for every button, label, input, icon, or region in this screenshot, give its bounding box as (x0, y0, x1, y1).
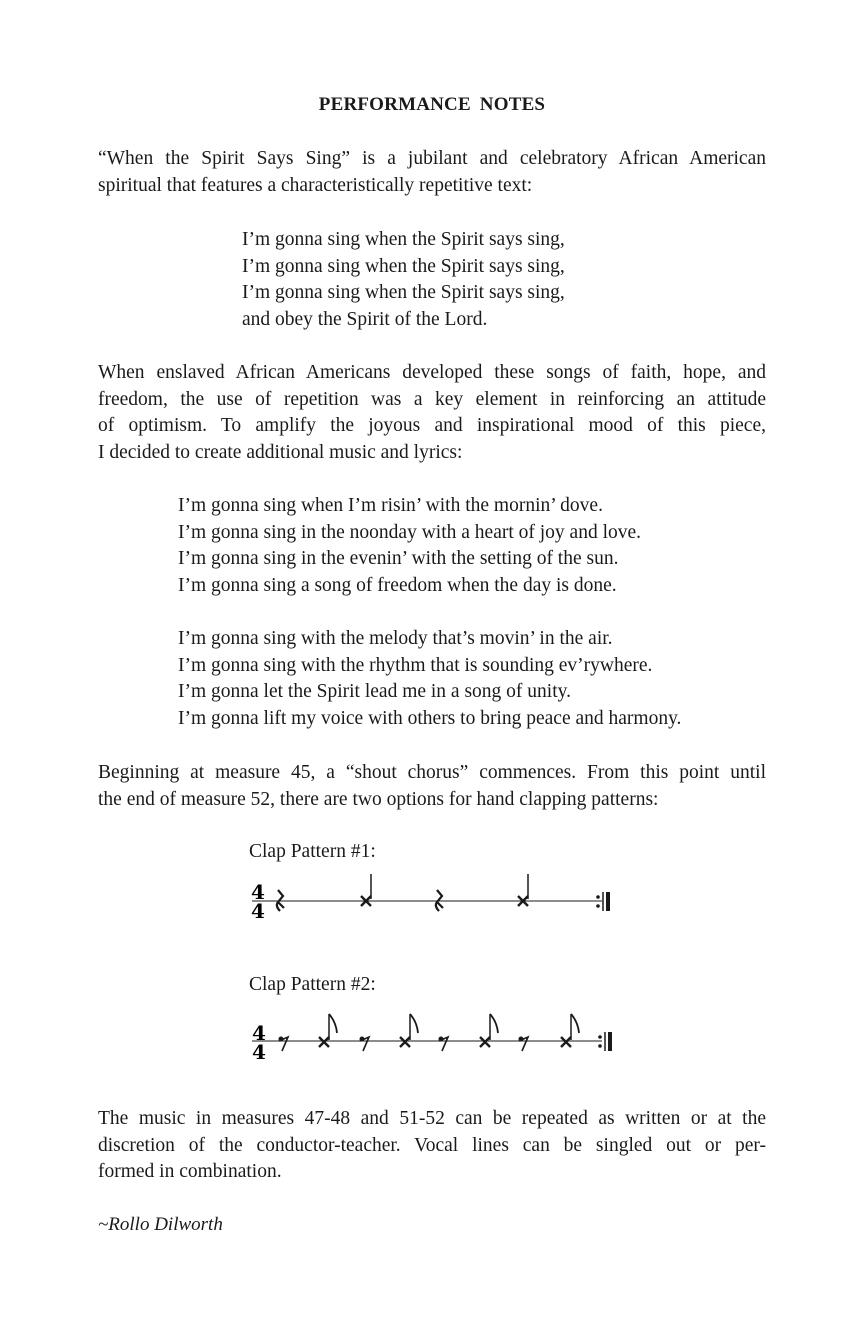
shout-chorus-paragraph (98, 760, 766, 813)
author-signature: ~Rollo Dilworth (98, 1214, 223, 1235)
shout-line-1: Beginning at measure 45, a “shout chorus” commences. From this point until (98, 762, 766, 783)
eighth-rest (519, 1037, 529, 1052)
verse-line: I’m gonna sing when the Spirit says sing, (242, 229, 565, 250)
history-line-1: When enslaved African Americans developed these songs of faith, hope, and (98, 362, 766, 383)
history-line-4: I decided to create additional music and lyrics: (98, 441, 463, 463)
closing-paragraph (98, 1106, 766, 1186)
clap-pattern-2-staff (248, 1006, 628, 1066)
time-signature-top: 4 (251, 880, 265, 904)
closing-line-1: The music in measures 47-48 and 51-52 can be repeated as written or at the (98, 1108, 766, 1129)
shout-line-2: the end of measure 52, there are two options for hand clapping patterns: (98, 788, 659, 810)
eighth-clap (480, 1014, 498, 1047)
verse-line: I’m gonna sing in the evenin’ with the setting of the sun. (178, 548, 619, 570)
verse-additional-2 (178, 626, 681, 732)
history-line-2: freedom, the use of repetition was a key element in reinforcing an attitude (98, 388, 766, 410)
verse-line: I’m gonna let the Spirit lead me in a song of unity. (178, 681, 571, 703)
clap-pattern-2-label: Clap Pattern #2: (249, 974, 376, 995)
verse-line: I’m gonna sing when the Spirit says sing, (242, 282, 565, 304)
eighth-clap (561, 1014, 579, 1047)
eighth-clap (319, 1014, 337, 1047)
clap-pattern-1-staff (248, 868, 628, 924)
verse-line: and obey the Spirit of the Lord. (242, 308, 488, 330)
verse-line: I’m gonna sing with the melody that’s movin’ in the air. (178, 628, 613, 649)
time-signature-top: 4 (252, 1021, 266, 1045)
time-signature-bottom: 4 (251, 899, 265, 923)
page-title: PERFORMANCE NOTES (318, 94, 546, 115)
intro-line-1: “When the Spirit Says Sing” is a jubilant and celebratory African American (98, 148, 766, 169)
clap-pattern-1-label: Clap Pattern #1: (249, 841, 376, 862)
verse-original (242, 227, 565, 333)
history-line-3: of optimism. To amplify the joyous and inspirational mood of this piece, (98, 415, 766, 437)
closing-line-3: formed in combination. (98, 1161, 282, 1183)
verse-line: I’m gonna sing when the Spirit says sing, (242, 255, 565, 277)
time-signature-bottom: 4 (252, 1040, 266, 1064)
verse-line: I’m gonna sing with the rhythm that is sounding ev’rywhere. (178, 654, 653, 676)
history-paragraph (98, 360, 766, 466)
verse-line: I’m gonna lift my voice with others to bring peace and harmony. (178, 707, 682, 729)
eighth-rest (439, 1037, 449, 1052)
intro-line-2: spiritual that features a characteristically repetitive text: (98, 174, 533, 196)
verse-line: I’m gonna sing a song of freedom when the day is done. (178, 574, 617, 596)
verse-line: I’m gonna sing when I’m risin’ with the mornin’ dove. (178, 495, 603, 516)
closing-line-2: discretion of the conductor-teacher. Vocal lines can be singled out or per- (98, 1134, 766, 1156)
eighth-clap (400, 1014, 418, 1047)
eighth-rest (360, 1037, 370, 1052)
eighth-rest (279, 1037, 289, 1052)
verse-additional-1 (178, 493, 641, 599)
intro-paragraph (98, 146, 766, 199)
verse-line: I’m gonna sing in the noonday with a heart of joy and love. (178, 521, 642, 543)
